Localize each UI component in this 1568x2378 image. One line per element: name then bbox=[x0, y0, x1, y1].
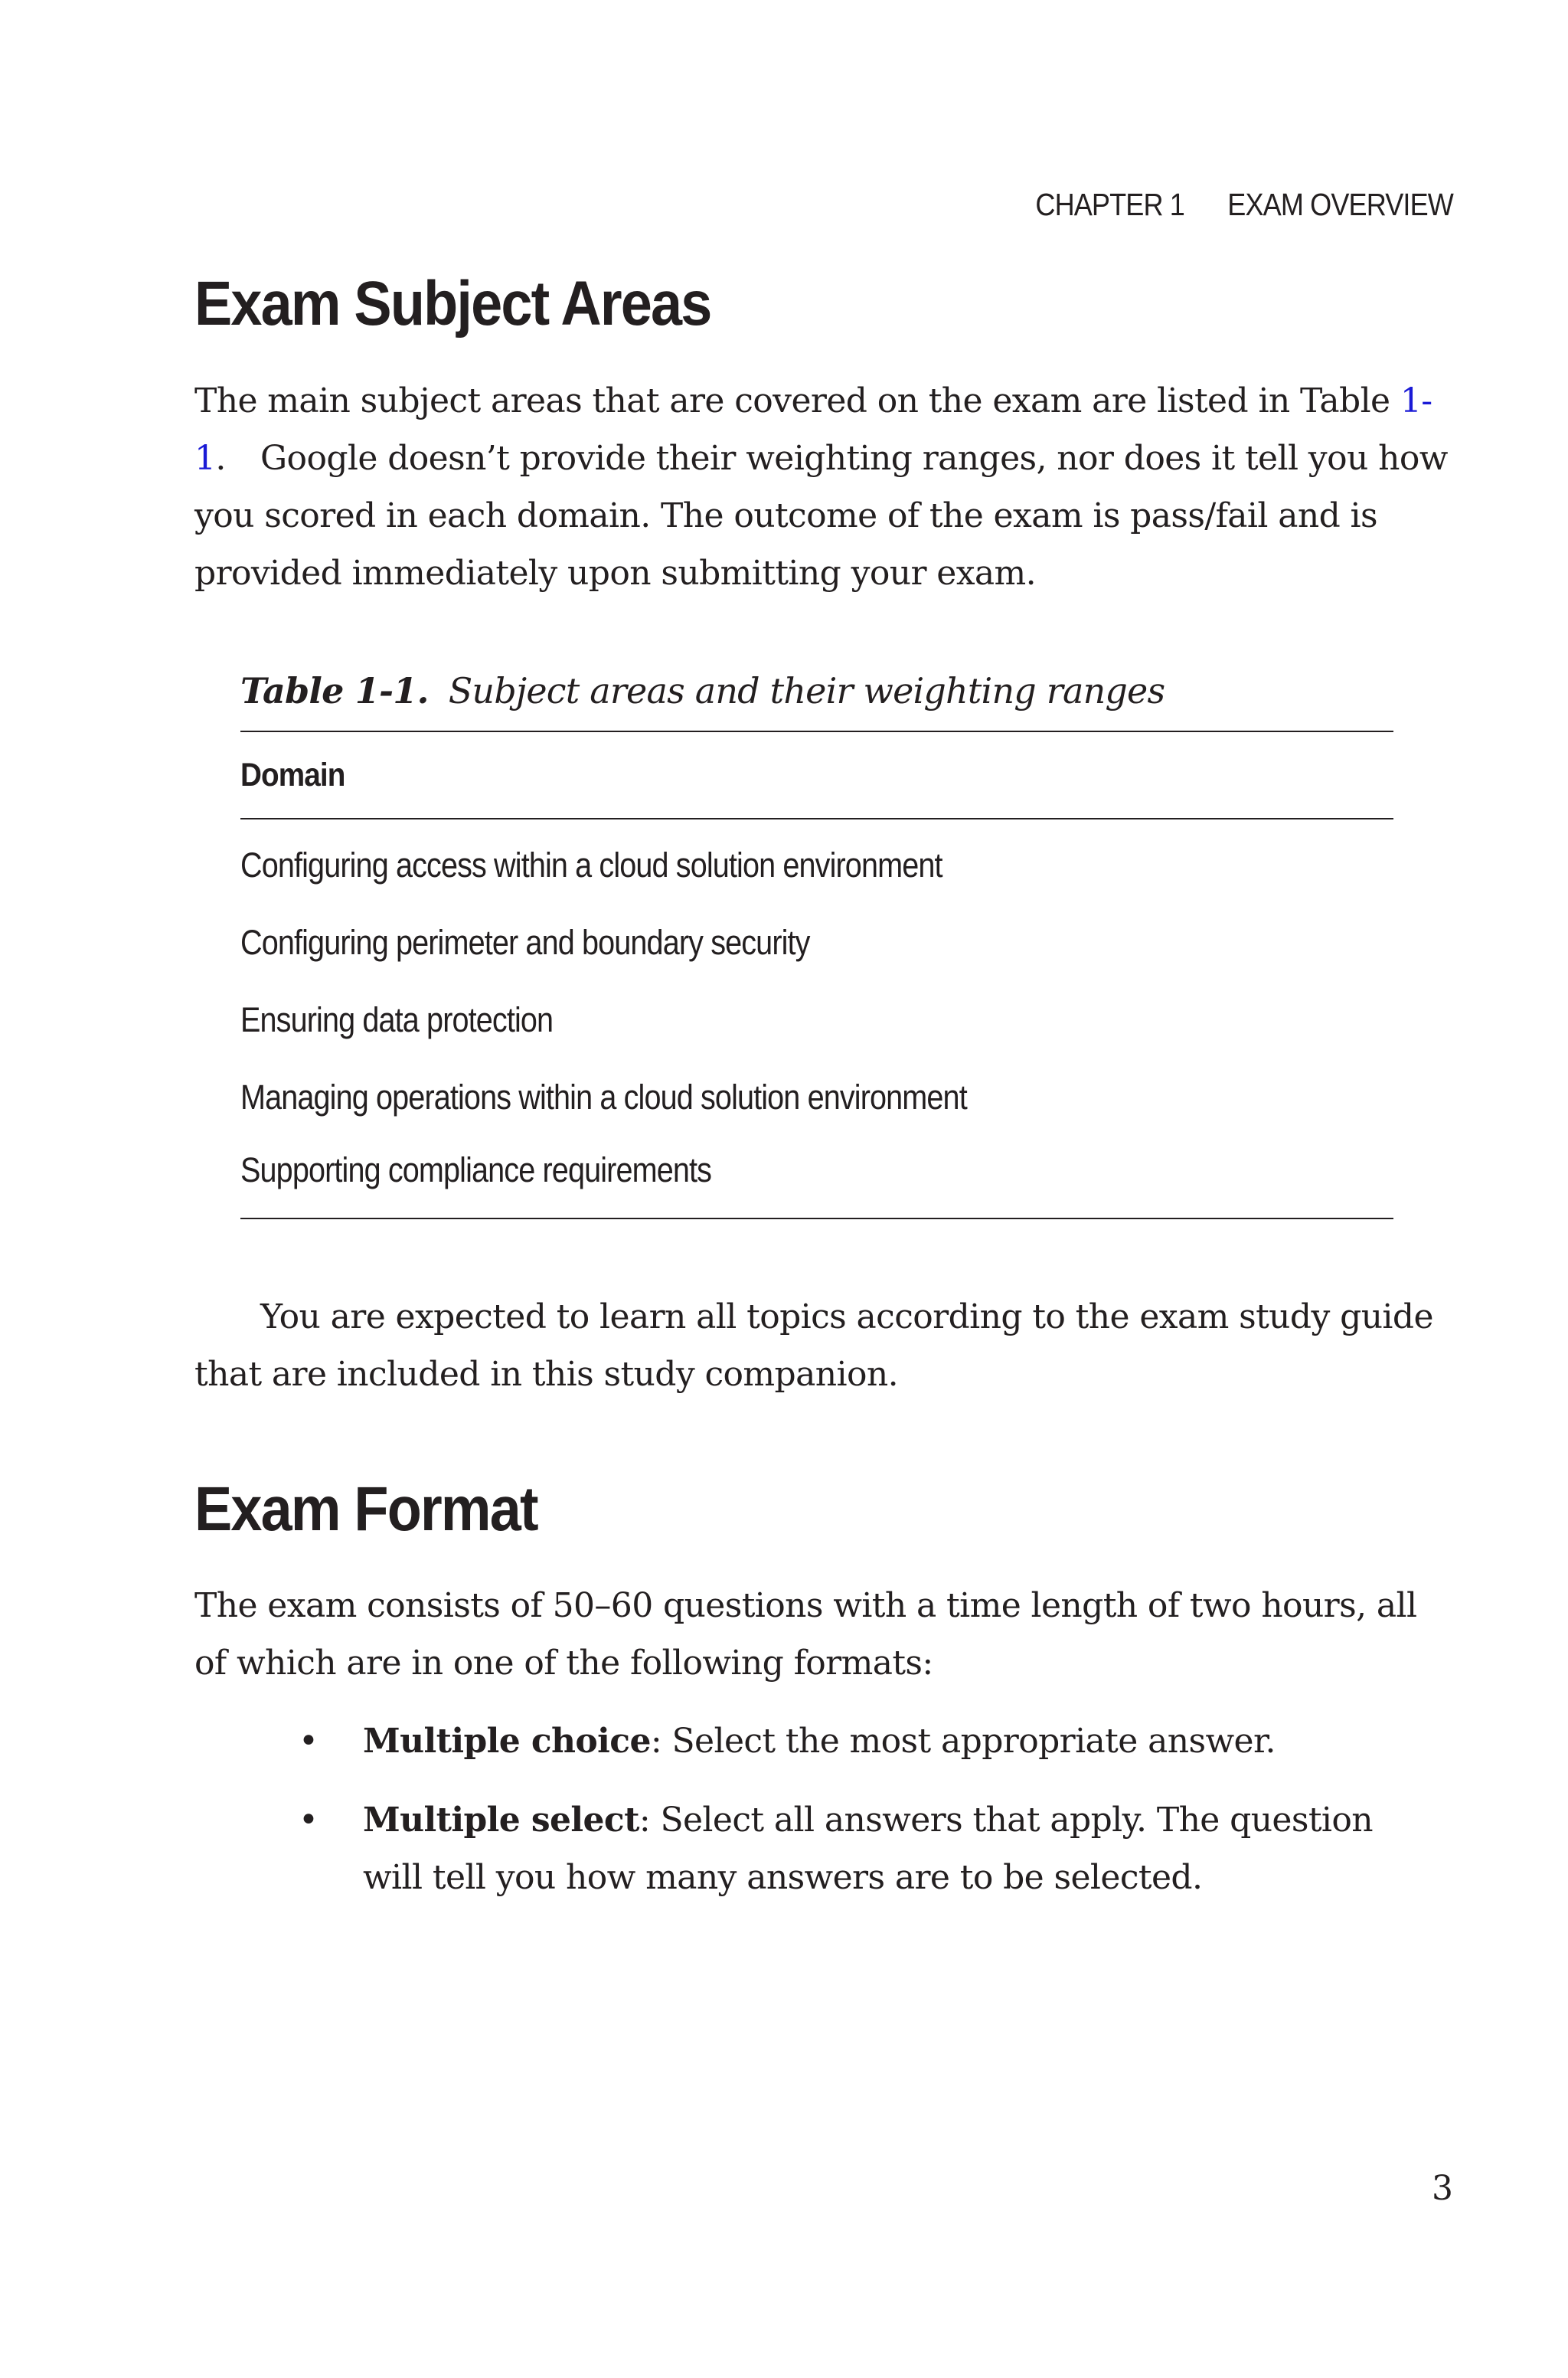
table-caption-text: Subject areas and their weighting ranges bbox=[448, 670, 1165, 711]
format-list bbox=[194, 1712, 1455, 1928]
subject-areas-table bbox=[240, 660, 1393, 1219]
chapter-title: EXAM OVERVIEW bbox=[1227, 187, 1453, 222]
list-item bbox=[194, 1712, 1389, 1770]
chapter-label: CHAPTER 1 bbox=[1035, 187, 1185, 222]
paragraph-intro-end: . bbox=[215, 439, 226, 478]
table-row: Managing operations within a cloud solution environment bbox=[240, 1078, 967, 1117]
table-caption bbox=[240, 660, 1393, 731]
paragraph-weighting: Google doesn’t provide their weighting ranges, nor does it tell you how you scored in each domain. The outcome of the exam is pass/fail and is provided immediately upon submitting your exam. bbox=[194, 439, 1448, 593]
page-number: 3 bbox=[1432, 2169, 1453, 2208]
table-row: Configuring access within a cloud solution environment bbox=[240, 846, 942, 885]
list-item bbox=[194, 1791, 1389, 1906]
table-caption-label: Table 1-1. bbox=[240, 670, 429, 711]
list-item-desc: : Select all answers that apply. The question will tell you how many answers are to be selected. bbox=[363, 1801, 1374, 1897]
table-row: Supporting compliance requirements bbox=[240, 1150, 712, 1189]
paragraph-format-intro: The exam consists of 50–60 questions with a time length of two hours, all of which are in one of the following formats: bbox=[194, 1586, 1417, 1683]
table-bottom-rule bbox=[240, 1218, 1393, 1219]
table-reference-link[interactable]: 1-1 bbox=[194, 381, 1432, 478]
paragraph-study-guide: You are expected to learn all topics according to the exam study guide that are included in this study companion. bbox=[194, 1297, 1433, 1394]
list-item-desc: : Select the most appropriate answer. bbox=[650, 1722, 1276, 1761]
table-body bbox=[240, 819, 1393, 1218]
paragraph-intro-text: The main subject areas that are covered on the exam are listed in Table bbox=[194, 381, 1400, 420]
bullet-icon: • bbox=[299, 1801, 318, 1840]
list-item-term: Multiple choice bbox=[363, 1722, 651, 1761]
table-row: Ensuring data protection bbox=[240, 1000, 554, 1039]
section-heading-exam-format: Exam Format bbox=[194, 1474, 537, 1544]
list-item-term: Multiple select bbox=[363, 1801, 639, 1840]
table-header-domain: Domain bbox=[240, 757, 345, 793]
section-heading-subject-areas: Exam Subject Areas bbox=[194, 269, 711, 339]
running-head bbox=[1035, 187, 1453, 223]
bullet-icon: • bbox=[299, 1722, 318, 1761]
table-row: Configuring perimeter and boundary security bbox=[240, 923, 810, 962]
